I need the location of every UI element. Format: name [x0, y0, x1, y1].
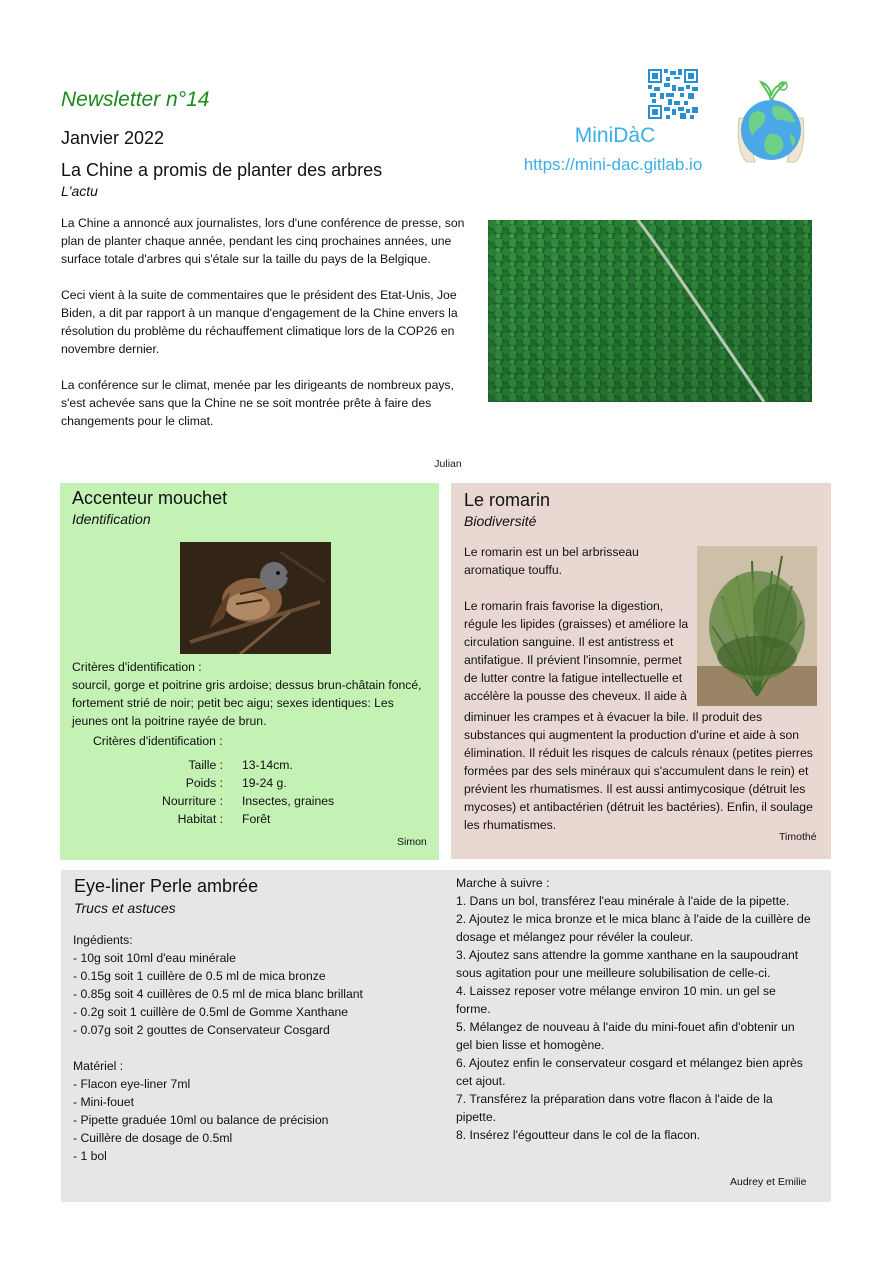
material-item: - Cuillère de dosage de 0.5ml — [73, 1131, 233, 1145]
lead-author: Julian — [434, 458, 462, 470]
lead-paragraph: La conférence sur le climat, menée par les dirigeants de nombreux pays, s'est achevée sans que la Chine ne se soit montrée prête à faire des changements pour le climat. — [61, 378, 454, 428]
spec-row — [122, 792, 382, 810]
step-item: 7. Transférez la préparation dans votre flacon à l'aide de la pipette. — [456, 1092, 773, 1124]
step-item: 6. Ajoutez enfin le conservateur cosgard et mélangez bien après cet ajout. — [456, 1056, 803, 1088]
lead-paragraph: Ceci vient à la suite de commentaires que le président des Etat-Unis, Joe Biden, a dit par rapport à un manque d'engagement de la Chine envers la résolution du problème du réchauffement climatique lors de la COP26 en novembre dernier. — [61, 288, 458, 356]
spec-row — [122, 774, 382, 792]
spec-row — [122, 810, 382, 828]
forest-aerial-photo — [488, 220, 812, 402]
material-heading: Matériel : — [73, 1059, 124, 1073]
steps-heading: Marche à suivre : — [456, 876, 550, 890]
bird-specs-table — [122, 756, 382, 828]
material-item: - Pipette graduée 10ml ou balance de précision — [73, 1113, 329, 1127]
rosemary-article-title: Le romarin — [464, 490, 551, 510]
rosemary-body-line: accélère la pousse des cheveux. Il aide à — [464, 689, 687, 703]
step-item: 5. Mélangez de nouveau à l'aide du mini-fouet afin d'obtenir un gel bien lisse et homogène. — [456, 1020, 795, 1052]
rosemary-author: Timothé — [779, 831, 817, 843]
bird-article-box — [60, 483, 439, 860]
spec-row — [122, 756, 382, 774]
rosemary-body-line: de lutter contre la fatigue intellectuelle et — [464, 671, 683, 685]
ingredient-item: - 0.15g soit 1 cuillère de 0.5 ml de mica bronze — [73, 969, 326, 983]
spec-label: Poids : — [185, 776, 223, 790]
lead-article-body — [61, 214, 466, 448]
newsletter-number: Newsletter n°14 — [61, 88, 210, 111]
step-item: 1. Dans un bol, transférez l'eau minérale à l'aide de la pipette. — [456, 894, 790, 908]
qr-code-icon[interactable] — [648, 69, 698, 119]
spec-value: 13-14cm. — [242, 758, 293, 772]
step-item: 3. Ajoutez sans attendre la gomme xanthane en la saupoudrant sous agitation pour une meilleure solubilisation de celle-ci. — [456, 948, 799, 980]
step-item: 4. Laissez reposer votre mélange environ 10 min. un gel se forme. — [456, 984, 776, 1016]
recipe-material — [73, 1057, 443, 1165]
rosemary-body-line: antifatigue. Il prévient l'insomnie, permet — [464, 653, 682, 667]
brand-url-link[interactable]: https://mini-dac.gitlab.io — [523, 155, 703, 174]
material-item: - Mini-fouet — [73, 1095, 134, 1109]
recipe-author: Audrey et Emilie — [730, 1176, 807, 1188]
ingredients-heading: Ingédients: — [73, 933, 133, 947]
spec-label: Taille : — [188, 758, 223, 772]
rosemary-body-wide: diminuer les crampes et à évacuer la bile. Il produit des substances qui augmentent la production d'urine et aide à son élimination. Il réduit les risques de calculs rénaux (petites pierres formées par des sels minéraux qui s'accumulent dans le rein) et prévient les rhumatismes. Il est aussi antimycosique (détruit les mycoses) et antibactérien (détruit les bactéries). Enfin, il soulage les rhumatismes. — [464, 710, 813, 832]
material-item: - 1 bol — [73, 1149, 107, 1163]
ingredient-item: - 0.85g soit 4 cuillères de 0.5 ml de mica blanc brillant — [73, 987, 363, 1001]
lead-article-category: L'actu — [61, 183, 98, 199]
spec-value: 19-24 g. — [242, 776, 287, 790]
spec-value: Insectes, graines — [242, 794, 335, 808]
rosemary-body-line: Le romarin frais favorise la digestion, — [464, 599, 664, 613]
material-item: - Flacon eye-liner 7ml — [73, 1077, 191, 1091]
bird-specs-heading: Critères d'identification : — [93, 734, 223, 748]
ingredient-item: - 0.2g soit 1 cuillère de 0.5ml de Gomme Xanthane — [73, 1005, 349, 1019]
bird-author: Simon — [397, 836, 427, 848]
recipe-article-category: Trucs et astuces — [74, 900, 176, 916]
ingredient-item: - 10g soit 10ml d'eau minérale — [73, 951, 236, 965]
dunnock-bird-photo — [180, 542, 331, 654]
step-item: 8. Insérez l'égoutteur dans le col de la flacon. — [456, 1128, 701, 1142]
recipe-steps — [456, 874, 811, 1144]
recipe-article-box — [61, 870, 831, 1202]
recipe-article-title: Eye-liner Perle ambrée — [74, 876, 259, 896]
brand-name: MiniDàC — [574, 124, 656, 147]
bird-article-title: Accenteur mouchet — [72, 488, 228, 508]
lead-paragraph: La Chine a annoncé aux journalistes, lors d'une conférence de presse, son plan de planter chaque année, pendant les cinq prochaines années, une surface totale d'arbres qui s'étale sur la taille du pays de la Belgique. — [61, 216, 465, 266]
rosemary-intro-line: aromatique touffu. — [464, 563, 563, 577]
lead-article-title: La Chine a promis de planter des arbres — [61, 160, 383, 180]
spec-label: Habitat : — [177, 812, 223, 826]
rosemary-body-line: circulation sanguine. Il est antistress et — [464, 635, 674, 649]
rosemary-body-line: régule les lipides (graisses) et améliore la — [464, 617, 689, 631]
bird-article-category: Identification — [72, 511, 151, 527]
issue-date: Janvier 2022 — [61, 128, 165, 148]
recipe-ingredients — [73, 931, 443, 1039]
ingredient-item: - 0.07g soit 2 gouttes de Conservateur Cosgard — [73, 1023, 330, 1037]
spec-value: Forêt — [242, 812, 271, 826]
step-item: 2. Ajoutez le mica bronze et le mica blanc à l'aide de la cuillère de dosage et mélangez pour révéler la couleur. — [456, 912, 811, 944]
rosemary-article-category: Biodiversité — [464, 513, 537, 529]
spec-label: Nourriture : — [162, 794, 223, 808]
rosemary-plant-photo — [697, 546, 817, 706]
bird-criteria-heading: Critères d'identification : — [72, 660, 202, 674]
globe-logo-icon — [733, 78, 809, 168]
rosemary-intro-line: Le romarin est un bel arbrisseau — [464, 545, 639, 559]
rosemary-article-box — [451, 483, 831, 859]
bird-criteria-text: sourcil, gorge et poitrine gris ardoise; dessus brun-châtain foncé, fortement strié de noir; petit bec aigu; sexes identiques: Les jeunes ont la poitrine rayée de brun. — [72, 678, 422, 728]
